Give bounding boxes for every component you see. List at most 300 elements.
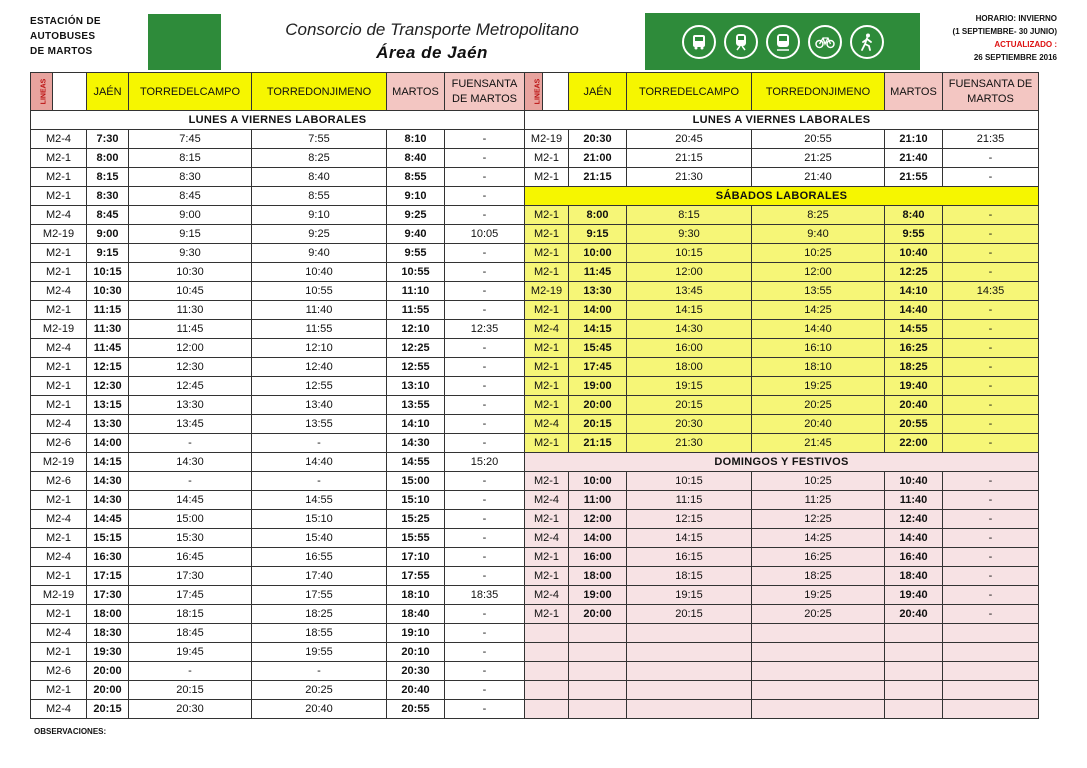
jaen-time: 9:15: [87, 244, 129, 263]
torredonjimeno-time: 21:45: [752, 434, 885, 453]
table-row: [31, 206, 525, 225]
train-icon: [724, 25, 758, 59]
line-cell: M2-1: [31, 605, 87, 624]
fuensanta-time: -: [943, 415, 1039, 434]
torredonjimeno-time: 12:25: [752, 510, 885, 529]
torredonjimeno-time: -: [252, 472, 387, 491]
bicycle-icon: [808, 25, 842, 59]
martos-time: 12:55: [387, 358, 445, 377]
torredelcampo-time: 16:15: [627, 548, 752, 567]
martos-time: 14:40: [885, 529, 943, 548]
col-header-lineas: LINEAS: [525, 73, 543, 111]
torredonjimeno-time: 12:00: [752, 263, 885, 282]
jaen-time: 14:00: [87, 434, 129, 453]
table-row: [525, 263, 1039, 282]
torredelcampo-time: 13:30: [129, 396, 252, 415]
martos-time: 14:55: [885, 320, 943, 339]
torredelcampo-time: 18:15: [129, 605, 252, 624]
line-cell: M2-19: [525, 282, 569, 301]
fuensanta-time: -: [445, 605, 525, 624]
table-row: [31, 168, 525, 187]
martos-time: 11:55: [387, 301, 445, 320]
torredelcampo-time: 14:45: [129, 491, 252, 510]
timetable-right: [524, 72, 1039, 719]
fuensanta-time: -: [445, 187, 525, 206]
torredonjimeno-time: 15:10: [252, 510, 387, 529]
line-cell: M2-4: [31, 339, 87, 358]
table-row: [525, 339, 1039, 358]
fuensanta-time: -: [445, 263, 525, 282]
line-cell: M2-4: [525, 586, 569, 605]
line-cell: M2-1: [525, 396, 569, 415]
martos-time: 20:30: [387, 662, 445, 681]
torredelcampo-time: 12:30: [129, 358, 252, 377]
torredelcampo-time: 8:30: [129, 168, 252, 187]
line-cell: M2-1: [31, 491, 87, 510]
torredonjimeno-time: 8:25: [252, 149, 387, 168]
line-cell: M2-1: [525, 263, 569, 282]
table-row: [525, 605, 1039, 624]
col-header-torredelcampo: TORREDELCAMPO: [627, 73, 752, 111]
table-row: [31, 244, 525, 263]
table-row: [31, 567, 525, 586]
jaen-time: 16:00: [569, 548, 627, 567]
line-cell: M2-4: [525, 320, 569, 339]
torredelcampo-time: 18:45: [129, 624, 252, 643]
jaen-time: 8:00: [87, 149, 129, 168]
torredonjimeno-time: 13:40: [252, 396, 387, 415]
empty-cell: [569, 624, 627, 643]
jaen-time: 19:30: [87, 643, 129, 662]
col-header-jaen: JAÉN: [569, 73, 627, 111]
table-row: [525, 472, 1039, 491]
torredonjimeno-time: 10:25: [752, 472, 885, 491]
martos-time: 17:10: [387, 548, 445, 567]
martos-time: 11:10: [387, 282, 445, 301]
fuensanta-time: -: [445, 548, 525, 567]
jaen-time: 18:00: [569, 567, 627, 586]
fuensanta-time: -: [445, 624, 525, 643]
empty-cell: [885, 643, 943, 662]
torredelcampo-time: 19:15: [627, 586, 752, 605]
jaen-time: 14:00: [569, 529, 627, 548]
table-row: [31, 472, 525, 491]
torredonjimeno-time: 12:40: [252, 358, 387, 377]
table-row: [525, 529, 1039, 548]
line-cell: M2-4: [525, 491, 569, 510]
torredelcampo-time: 8:15: [129, 149, 252, 168]
section-header: [525, 453, 1039, 472]
line-cell: M2-1: [525, 472, 569, 491]
torredonjimeno-time: 14:25: [752, 301, 885, 320]
col-header-martos: MARTOS: [885, 73, 943, 111]
table-row: [31, 605, 525, 624]
empty-cell: [885, 662, 943, 681]
section-title: DOMINGOS Y FESTIVOS: [525, 453, 1039, 472]
martos-time: 20:55: [387, 700, 445, 719]
line-cell: M2-1: [525, 301, 569, 320]
jaen-time: 20:00: [569, 605, 627, 624]
torredonjimeno-time: -: [252, 434, 387, 453]
torredelcampo-time: 10:30: [129, 263, 252, 282]
line-cell: M2-1: [31, 244, 87, 263]
martos-time: 8:55: [387, 168, 445, 187]
torredelcampo-time: 14:15: [627, 301, 752, 320]
empty-row: [525, 681, 1039, 700]
line-cell: M2-1: [525, 206, 569, 225]
torredonjimeno-time: 9:40: [252, 244, 387, 263]
jaen-time: 20:15: [569, 415, 627, 434]
line-cell: M2-1: [525, 225, 569, 244]
martos-time: 21:55: [885, 168, 943, 187]
empty-cell: [943, 662, 1039, 681]
torredelcampo-time: 8:15: [627, 206, 752, 225]
fuensanta-time: 18:35: [445, 586, 525, 605]
station-line: ESTACIÓN DE: [30, 16, 101, 27]
line-cell: M2-4: [31, 548, 87, 567]
torredelcampo-time: -: [129, 434, 252, 453]
line-cell: M2-1: [31, 643, 87, 662]
table-row: [31, 320, 525, 339]
fuensanta-time: 21:35: [943, 130, 1039, 149]
table-row: [31, 225, 525, 244]
station-line: DE MARTOS: [30, 46, 93, 57]
torredelcampo-time: 12:00: [129, 339, 252, 358]
martos-time: 19:10: [387, 624, 445, 643]
bus-icon: [682, 25, 716, 59]
jaen-time: 11:15: [87, 301, 129, 320]
fuensanta-time: -: [943, 149, 1039, 168]
jaen-time: 17:15: [87, 567, 129, 586]
fuensanta-time: -: [445, 491, 525, 510]
martos-time: 12:40: [885, 510, 943, 529]
jaen-time: 11:45: [569, 263, 627, 282]
torredonjimeno-time: 21:25: [752, 149, 885, 168]
torredelcampo-time: 10:45: [129, 282, 252, 301]
jaen-time: 18:30: [87, 624, 129, 643]
fuensanta-time: -: [445, 529, 525, 548]
fuensanta-time: -: [943, 320, 1039, 339]
empty-cell: [752, 624, 885, 643]
line-cell: M2-1: [31, 396, 87, 415]
line-cell: M2-19: [525, 130, 569, 149]
table-row: [31, 586, 525, 605]
table-row: [31, 377, 525, 396]
torredelcampo-time: 13:45: [129, 415, 252, 434]
torredelcampo-time: 12:00: [627, 263, 752, 282]
martos-time: 15:25: [387, 510, 445, 529]
fuensanta-time: 12:35: [445, 320, 525, 339]
torredelcampo-time: 15:00: [129, 510, 252, 529]
torredonjimeno-time: 8:25: [752, 206, 885, 225]
line-cell: M2-19: [31, 453, 87, 472]
fuensanta-time: -: [943, 358, 1039, 377]
torredonjimeno-time: 18:10: [752, 358, 885, 377]
martos-time: 9:55: [885, 225, 943, 244]
section-header: [31, 111, 525, 130]
torredonjimeno-time: 9:10: [252, 206, 387, 225]
jaen-time: 11:00: [569, 491, 627, 510]
martos-time: 14:40: [885, 301, 943, 320]
table-row: [31, 415, 525, 434]
line-cell: M2-1: [525, 434, 569, 453]
martos-time: 18:25: [885, 358, 943, 377]
jaen-time: 14:30: [87, 491, 129, 510]
jaen-time: 11:45: [87, 339, 129, 358]
jaen-time: 15:15: [87, 529, 129, 548]
line-cell: M2-6: [31, 472, 87, 491]
torredonjimeno-time: 12:55: [252, 377, 387, 396]
martos-time: 9:55: [387, 244, 445, 263]
line-cell: M2-1: [31, 529, 87, 548]
torredelcampo-time: 9:30: [129, 244, 252, 263]
martos-time: 19:40: [885, 377, 943, 396]
line-cell: M2-1: [525, 377, 569, 396]
line-cell: M2-4: [31, 130, 87, 149]
empty-cell: [569, 643, 627, 662]
table-row: [31, 339, 525, 358]
col-header-spacer: [53, 73, 87, 111]
jaen-time: 20:15: [87, 700, 129, 719]
fuensanta-time: -: [943, 472, 1039, 491]
jaen-time: 14:15: [569, 320, 627, 339]
jaen-time: 10:30: [87, 282, 129, 301]
table-row: [31, 662, 525, 681]
fuensanta-time: -: [445, 168, 525, 187]
section-title: SÁBADOS LABORALES: [525, 187, 1039, 206]
table-row: [525, 130, 1039, 149]
table-row: [525, 434, 1039, 453]
martos-time: 16:25: [885, 339, 943, 358]
table-row: [525, 149, 1039, 168]
section-title: LUNES A VIERNES LABORALES: [31, 111, 525, 130]
table-row: [525, 225, 1039, 244]
empty-cell: [525, 681, 569, 700]
table-row: [525, 586, 1039, 605]
schedule-season: HORARIO: INVIERNO: [975, 14, 1057, 23]
empty-cell: [525, 643, 569, 662]
martos-time: 21:10: [885, 130, 943, 149]
martos-time: 12:10: [387, 320, 445, 339]
fuensanta-time: -: [445, 149, 525, 168]
fuensanta-time: -: [445, 510, 525, 529]
line-cell: M2-4: [525, 415, 569, 434]
torredelcampo-time: 10:15: [627, 244, 752, 263]
table-row: [525, 377, 1039, 396]
jaen-time: 11:30: [87, 320, 129, 339]
table-row: [31, 643, 525, 662]
col-header-torredonjimeno: TORREDONJIMENO: [752, 73, 885, 111]
torredelcampo-time: 17:45: [129, 586, 252, 605]
torredelcampo-time: 20:30: [129, 700, 252, 719]
torredonjimeno-time: 19:25: [752, 377, 885, 396]
table-row: [31, 548, 525, 567]
torredonjimeno-time: 15:40: [252, 529, 387, 548]
martos-time: 8:40: [885, 206, 943, 225]
jaen-time: 14:30: [87, 472, 129, 491]
jaen-time: 12:15: [87, 358, 129, 377]
fuensanta-time: 14:35: [943, 282, 1039, 301]
martos-time: 20:40: [885, 605, 943, 624]
torredonjimeno-time: 10:25: [752, 244, 885, 263]
jaen-time: 12:00: [569, 510, 627, 529]
torredelcampo-time: 12:45: [129, 377, 252, 396]
fuensanta-time: -: [943, 491, 1039, 510]
jaen-time: 8:15: [87, 168, 129, 187]
torredelcampo-time: 14:30: [627, 320, 752, 339]
torredonjimeno-time: 20:25: [752, 605, 885, 624]
torredelcampo-time: 21:30: [627, 168, 752, 187]
fuensanta-time: -: [943, 548, 1039, 567]
table-row: [31, 434, 525, 453]
line-cell: M2-1: [525, 605, 569, 624]
empty-cell: [627, 662, 752, 681]
line-cell: M2-1: [525, 567, 569, 586]
empty-cell: [627, 681, 752, 700]
table-row: [525, 168, 1039, 187]
table-row: [525, 491, 1039, 510]
line-cell: M2-1: [31, 358, 87, 377]
torredelcampo-time: 16:45: [129, 548, 252, 567]
jaen-time: 13:30: [87, 415, 129, 434]
jaen-time: 8:45: [87, 206, 129, 225]
observaciones-label: OBSERVACIONES:: [34, 727, 107, 736]
line-cell: M2-1: [525, 244, 569, 263]
torredonjimeno-time: 16:10: [752, 339, 885, 358]
table-row: [31, 130, 525, 149]
torredonjimeno-time: 17:55: [252, 586, 387, 605]
fuensanta-time: -: [943, 168, 1039, 187]
fuensanta-time: -: [445, 396, 525, 415]
torredelcampo-time: 10:15: [627, 472, 752, 491]
martos-time: 16:40: [885, 548, 943, 567]
torredonjimeno-time: 14:25: [752, 529, 885, 548]
martos-time: 20:55: [885, 415, 943, 434]
table-row: [31, 624, 525, 643]
torredonjimeno-time: 18:25: [752, 567, 885, 586]
table-row: [525, 548, 1039, 567]
table-row: [31, 491, 525, 510]
fuensanta-time: -: [445, 434, 525, 453]
empty-cell: [885, 624, 943, 643]
fuensanta-time: -: [445, 662, 525, 681]
jaen-time: 13:15: [87, 396, 129, 415]
torredonjimeno-time: 14:55: [252, 491, 387, 510]
torredonjimeno-time: 19:25: [752, 586, 885, 605]
martos-time: 17:55: [387, 567, 445, 586]
jaen-time: 19:00: [569, 377, 627, 396]
timetable-left: [30, 72, 525, 719]
table-row: [525, 244, 1039, 263]
torredonjimeno-time: 20:55: [752, 130, 885, 149]
martos-time: 18:40: [885, 567, 943, 586]
line-cell: M2-6: [31, 662, 87, 681]
line-cell: M2-19: [31, 225, 87, 244]
martos-time: 12:25: [387, 339, 445, 358]
table-row: [31, 187, 525, 206]
table-row: [31, 396, 525, 415]
fuensanta-time: -: [943, 339, 1039, 358]
fuensanta-time: -: [445, 472, 525, 491]
torredonjimeno-time: 21:40: [752, 168, 885, 187]
updated-label: ACTUALIZADO :: [994, 40, 1057, 49]
martos-time: 11:40: [885, 491, 943, 510]
fuensanta-time: -: [943, 263, 1039, 282]
torredonjimeno-time: 13:55: [752, 282, 885, 301]
fuensanta-time: 15:20: [445, 453, 525, 472]
line-cell: M2-1: [31, 681, 87, 700]
torredelcampo-time: 21:15: [627, 149, 752, 168]
torredonjimeno-time: -: [252, 662, 387, 681]
line-cell: M2-1: [525, 168, 569, 187]
empty-cell: [627, 624, 752, 643]
jaen-time: 9:15: [569, 225, 627, 244]
martos-time: 10:40: [885, 244, 943, 263]
line-cell: M2-6: [31, 434, 87, 453]
station-name: [30, 14, 101, 59]
col-header-jaen: JAÉN: [87, 73, 129, 111]
torredelcampo-time: 12:15: [627, 510, 752, 529]
transport-icons-banner: [645, 13, 920, 70]
torredelcampo-time: 7:45: [129, 130, 252, 149]
empty-row: [525, 662, 1039, 681]
fuensanta-time: -: [445, 206, 525, 225]
torredelcampo-time: 8:45: [129, 187, 252, 206]
torredonjimeno-time: 12:10: [252, 339, 387, 358]
line-cell: M2-1: [31, 301, 87, 320]
torredelcampo-time: 20:15: [129, 681, 252, 700]
jaen-time: 13:30: [569, 282, 627, 301]
table-row: [525, 320, 1039, 339]
torredelcampo-time: 9:15: [129, 225, 252, 244]
torredonjimeno-time: 10:40: [252, 263, 387, 282]
table-row: [525, 206, 1039, 225]
torredelcampo-time: 18:15: [627, 567, 752, 586]
torredelcampo-time: 19:15: [627, 377, 752, 396]
jaen-time: 10:15: [87, 263, 129, 282]
table-row: [31, 301, 525, 320]
martos-time: 14:10: [387, 415, 445, 434]
table-row: [525, 510, 1039, 529]
martos-time: 9:40: [387, 225, 445, 244]
empty-row: [525, 624, 1039, 643]
line-cell: M2-4: [31, 700, 87, 719]
table-row: [525, 396, 1039, 415]
section-title: LUNES A VIERNES LABORALES: [525, 111, 1039, 130]
empty-cell: [943, 700, 1039, 719]
line-cell: M2-1: [31, 567, 87, 586]
table-row: [525, 301, 1039, 320]
jaen-time: 17:45: [569, 358, 627, 377]
fuensanta-time: -: [943, 605, 1039, 624]
torredonjimeno-time: 19:55: [252, 643, 387, 662]
fuensanta-time: -: [943, 301, 1039, 320]
empty-cell: [752, 643, 885, 662]
torredonjimeno-time: 14:40: [252, 453, 387, 472]
martos-time: 18:40: [387, 605, 445, 624]
col-header-spacer: [543, 73, 569, 111]
torredelcampo-time: 14:30: [129, 453, 252, 472]
torredelcampo-time: 20:15: [627, 396, 752, 415]
fuensanta-time: -: [445, 377, 525, 396]
torredonjimeno-time: 11:25: [752, 491, 885, 510]
table-row: [525, 282, 1039, 301]
fuensanta-time: -: [445, 282, 525, 301]
table-row: [525, 415, 1039, 434]
martos-time: 13:10: [387, 377, 445, 396]
martos-time: 8:10: [387, 130, 445, 149]
fuensanta-time: -: [445, 301, 525, 320]
